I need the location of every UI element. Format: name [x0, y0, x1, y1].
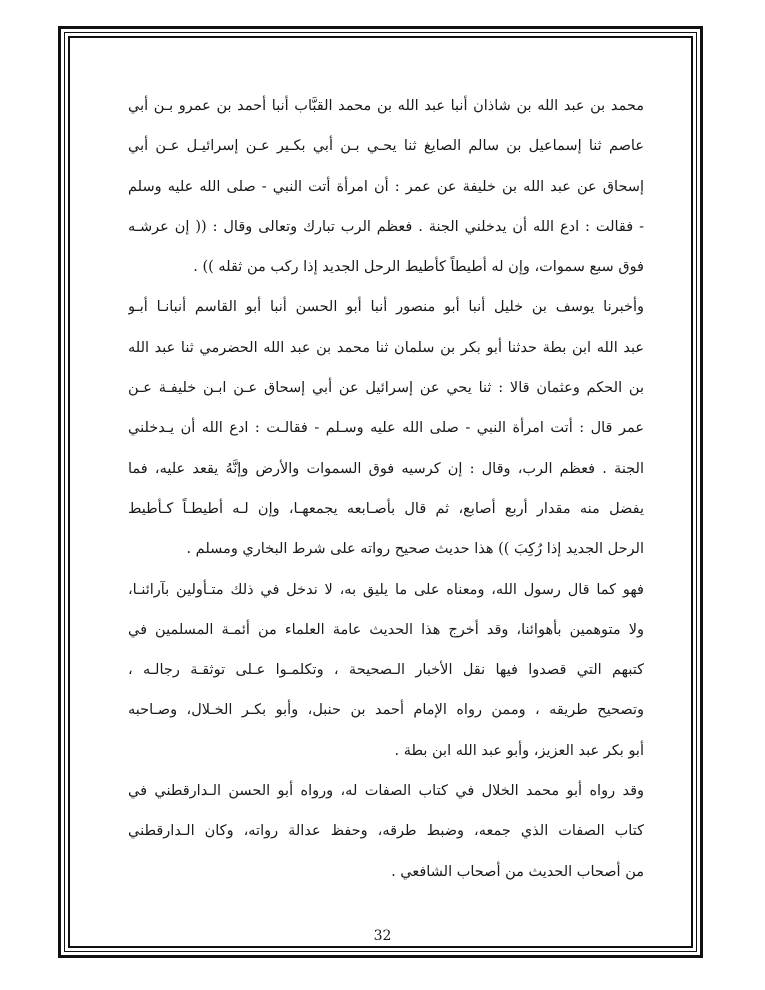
text-line: وتصحيح طريقه ، وممن رواه الإمام أحمد بن حنبل، وأبو بكـر الخـلال، وصـاحبه	[128, 702, 644, 719]
text-line: وقد رواه أبو محمد الخلال في كتاب الصفات له، ورواه أبو الحسن الـدارقطني في	[128, 783, 644, 800]
text-line: عمر قال : أتت امرأة النبي ‐ صلى الله عليه وسـلم ‐ فقالـت : ادع الله أن يـدخلني	[128, 420, 644, 437]
text-line: الرحل الجديد إذا رُكِبَ )) هذا حديث صحيح رواته على شرط البخاري ومسلم .	[186, 541, 644, 558]
text-line: بن الحكم وعثمان قالا : ثنا يحي عن إسرائيل عن أبي إسحاق عـن ابـن خليفـة عـن	[128, 380, 644, 397]
text-line: عبد الله ابن بطة حدثنا أبو بكر بن سلمان ثنا محمد بن عبد الله الحضرمي ثنا عبد الله	[128, 339, 644, 356]
text-line: إسحاق عن عبد الله بن خليفة عن عمر : أن امرأة أتت النبي ‐ صلى الله عليه وسلم	[128, 178, 644, 195]
page-number: 32	[373, 928, 392, 944]
text-line: وأخبرنا يوسف بن خليل أنبا أبو منصور أنبا أبو الحسن أنبا أبو القاسم أنبانـا أبـو	[128, 299, 644, 316]
text-line: الجنة . فعظم الرب، وقال : إن كرسيه فوق السموات والأرض وإنَّهُ يقعد عليه، فما	[128, 460, 644, 477]
text-line: عاصم ثنا إسماعيل بن سالم الصايغ ثنا يحـي بـن أبي بكـير عـن إسرائيـل عـن أبي	[128, 138, 644, 155]
text-line: كتبهم التي قصدوا فيها نقل الأخبار الـصحيحة ، وتكلمـوا عـلى توثقـة رجالـه ،	[128, 662, 644, 679]
page-body-text	[128, 86, 644, 892]
text-line: فهو كما قال رسول الله، ومعناه على ما يليق به، لا ندخل في ذلك متـأولين بآرائنـا،	[128, 581, 644, 598]
text-line: فوق سبع سموات، وإن له أطيطاً كأطيط الرحل الجديد إذا ركب من ثقله )) .	[193, 259, 644, 276]
text-line: ‐ فقالت : ادع الله أن يدخلني الجنة . فعظم الرب تبارك وتعالى وقال : (( إن عرشـه	[128, 218, 644, 235]
text-line: يفضل منه مقدار أربع أصابع، ثم قال بأصـابعه يجمعهـا، وإن لـه أطيطـاً كـأطيط	[128, 500, 644, 517]
text-line: ولا متوهمين بأهوائنا، وقد أخرج هذا الحديث عامة العلماء من أئمـة المسلمين في	[128, 621, 644, 638]
text-line: كتاب الصفات الذي جمعه، وضبط طرقه، وحفظ عدالة رواته، وكان الـدارقطني	[128, 823, 644, 840]
text-line: من أصحاب الحديث من أصحاب الشافعي .	[391, 863, 644, 880]
text-line: محمد بن عبد الله بن شاذان أنبا عبد الله بن محمد القبَّاب أنبا أحمد بن عمرو بـن أبي	[128, 98, 644, 114]
text-line: أبو بكر عبد العزيز، وأبو عبد الله ابن بطة .	[394, 742, 644, 759]
